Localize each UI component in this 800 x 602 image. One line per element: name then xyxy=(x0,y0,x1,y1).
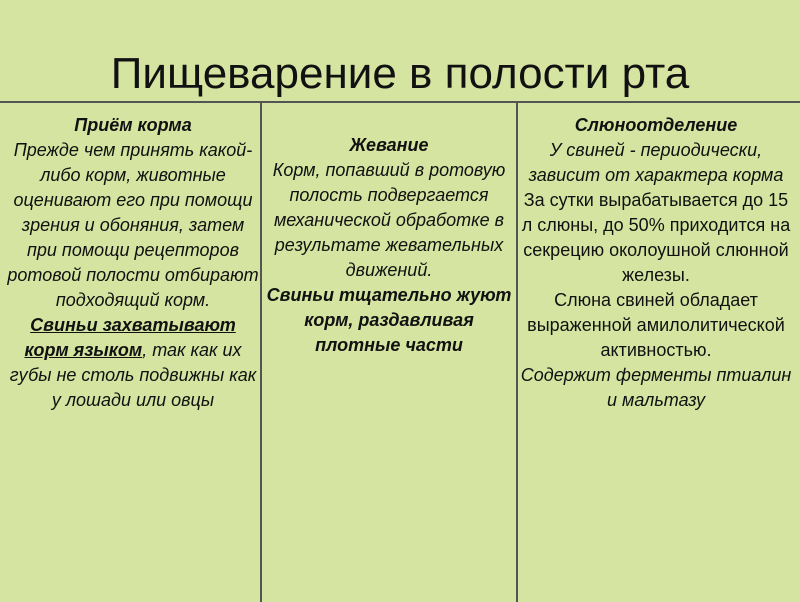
intake-pigs-rest: , так как их губы не столь подвижны как у лошади или овцы xyxy=(9,340,257,410)
column-heading-chewing: Жевание xyxy=(349,135,429,155)
intake-pigs-note xyxy=(6,313,260,413)
column-divider-left xyxy=(260,103,262,602)
chewing-pigs-text: Свиньи тщательно жуют корм, раздавливая плотные части xyxy=(266,285,512,355)
salivation-text-3: Слюна свиней обладает выраженной амилолитической активностью. xyxy=(527,290,785,360)
column-heading-salivation: Слюноотделение xyxy=(574,115,738,135)
salivation-text-4: Содержит ферменты птиалин и мальтазу xyxy=(520,365,792,410)
column-salivation xyxy=(520,113,792,413)
page-title: Пищеварение в полости рта xyxy=(110,49,690,98)
salivation-text-2: За сутки вырабатывается до 15 л слюны, до 50% приходится на секрецию околоушной слюнной железы. xyxy=(521,190,791,285)
intake-pigs-emphasis: Свиньи захватывают корм языком xyxy=(24,315,236,360)
column-chewing xyxy=(264,133,514,358)
column-heading-intake: Приём корма xyxy=(74,115,192,135)
column-feed-intake xyxy=(6,113,260,413)
column-divider-right xyxy=(516,103,518,602)
chewing-text: Корм, попавший в ротовую полость подвергается механической обработке в результате жевательных движений. xyxy=(272,160,506,280)
content-table xyxy=(0,101,800,602)
intake-text: Прежде чем принять какой-либо корм, животные оценивают его при помощи зрения и обоняния, затем при помощи рецепторов ротовой полости отбирают подходящий корм. xyxy=(7,140,259,310)
salivation-text-1: У свиней - периодически, зависит от характера корма xyxy=(528,140,784,185)
